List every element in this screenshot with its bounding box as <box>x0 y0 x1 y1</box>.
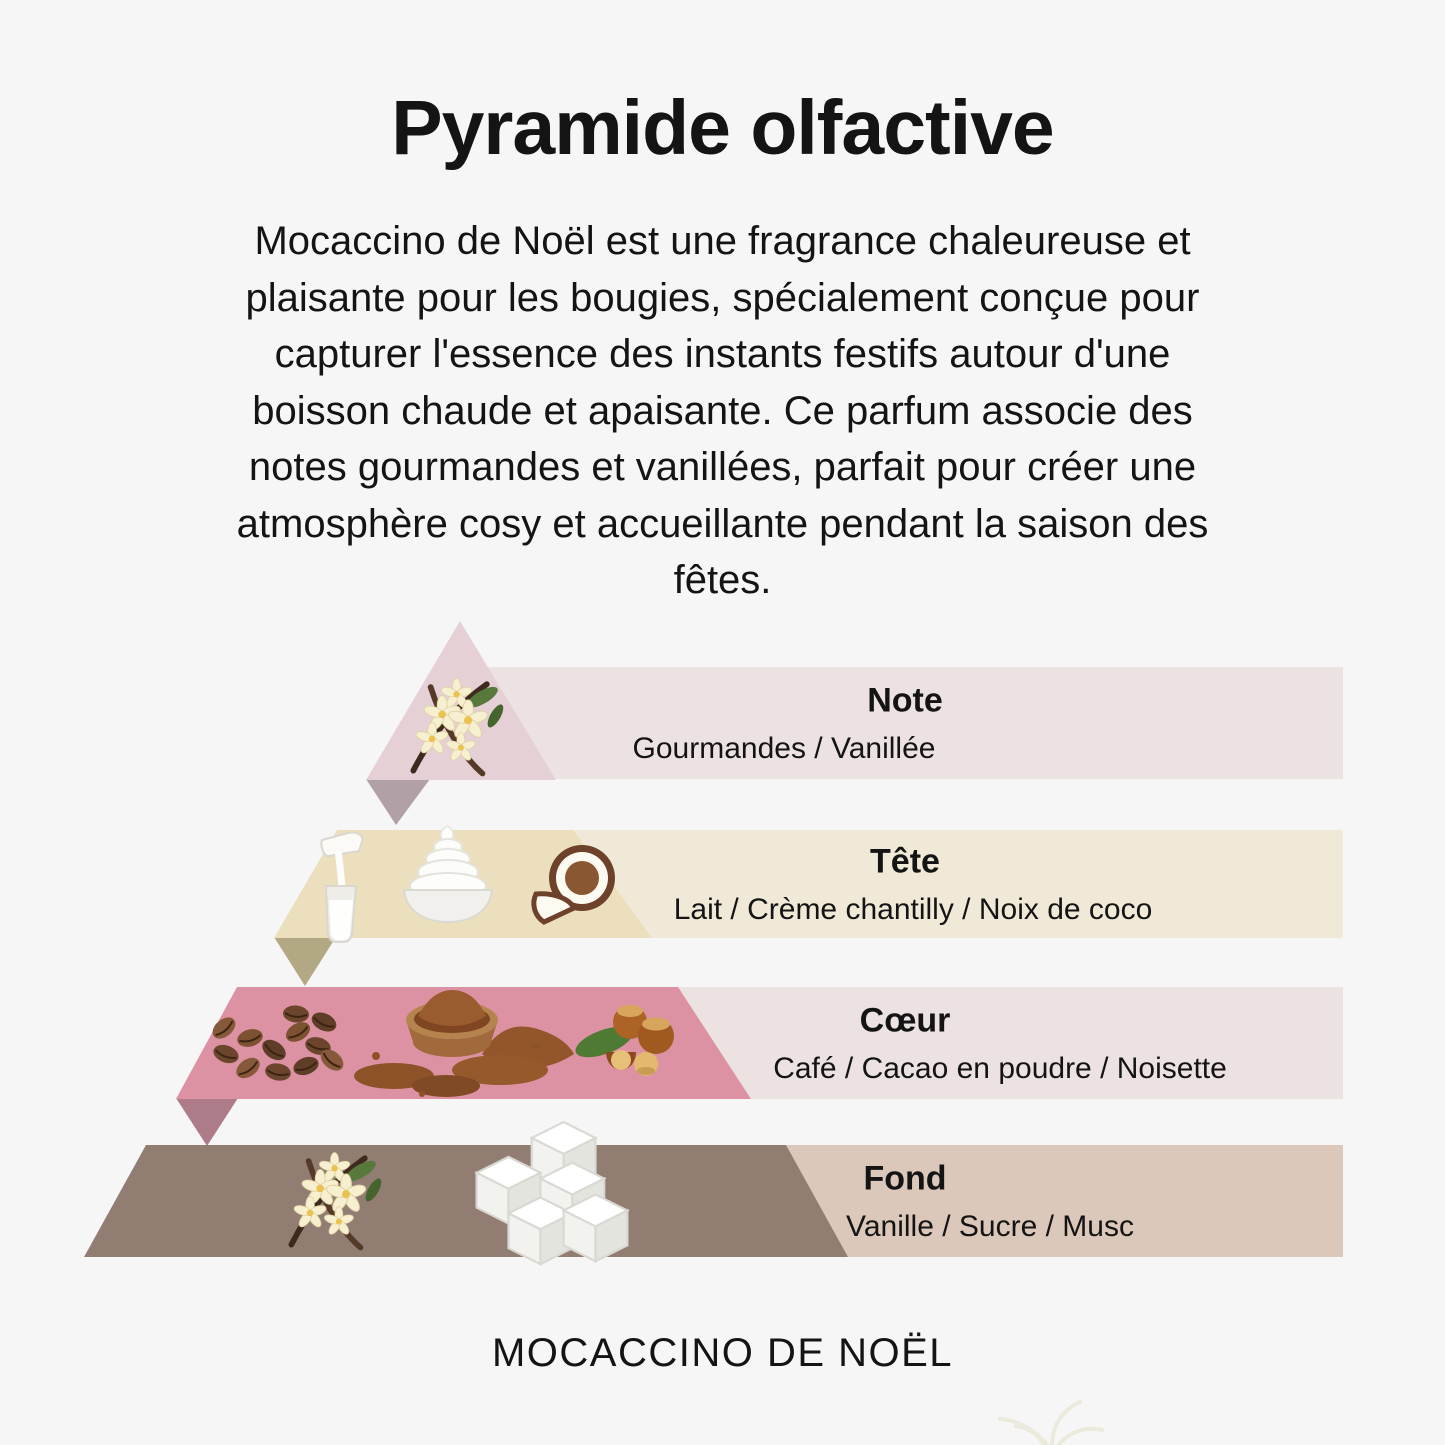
page-title: Pyramide olfactive <box>391 85 1054 171</box>
product-name: MOCACCINO DE NOËL <box>491 1331 954 1375</box>
intro-line: fêtes. <box>673 558 772 602</box>
intro-line: atmosphère cosy et accueillante pendant la saison des <box>236 501 1209 546</box>
intro-line: Mocaccino de Noël est une fragrance chaleureuse et <box>254 219 1191 263</box>
intro-line: notes gourmandes et vanillées, parfait pour créer une <box>248 445 1197 489</box>
coeur-fold-shadow <box>176 1098 238 1146</box>
level-tete-subtitle: Lait / Crème chantilly / Noix de coco <box>673 893 1153 926</box>
intro-line: boisson chaude et apaisante. Ce parfum associe des <box>252 388 1193 433</box>
level-tete-title: Tête <box>870 842 940 881</box>
level-coeur-subtitle: Café / Cacao en poudre / Noisette <box>773 1052 1227 1085</box>
level-fond-title: Fond <box>863 1159 947 1198</box>
level-note-title: Note <box>867 681 943 720</box>
intro-line: plaisante pour les bougies, spécialement conçue pour <box>245 275 1200 320</box>
level-fond-subtitle: Vanille / Sucre / Musc <box>846 1210 1134 1243</box>
level-coeur-title: Cœur <box>859 1001 951 1040</box>
intro-line: capturer l'essence des instants festifs autour d'une <box>274 332 1171 376</box>
plant-sprig-watermark <box>1000 1402 1102 1445</box>
fond-slice <box>84 1145 848 1257</box>
tete-fold-shadow <box>274 937 336 986</box>
level-note-subtitle: Gourmandes / Vanillée <box>632 732 936 765</box>
note-fold-shadow <box>366 779 430 825</box>
